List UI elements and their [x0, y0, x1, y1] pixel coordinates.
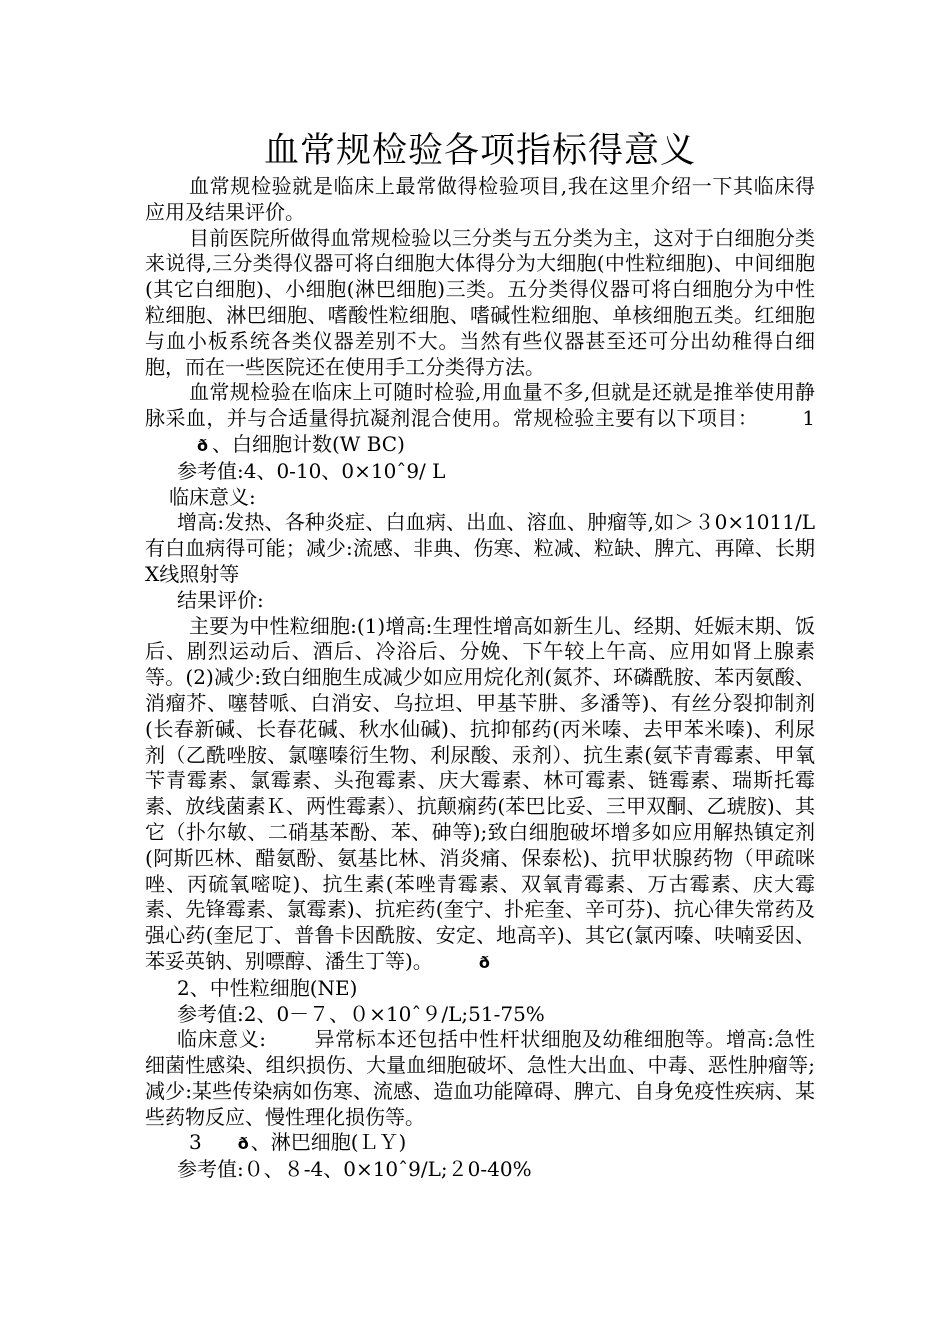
- item3-label: 、淋巴细胞(ＬＹ): [250, 1130, 407, 1155]
- item2-significance: [145, 1027, 815, 1130]
- item2-reference: 参考值:2、0－７、０×10ˆ９/L;51-75%: [177, 1001, 545, 1026]
- item1-evaluation-text: 主要为中性粒细胞:(1)增高:生理性增高如新生儿、经期、妊娠末期、饭后、剧烈运动后、酒后、冷浴后、分娩、下午较上午高、应用如肾上腺素等。(2)减少:致白细胞生成减少如应用烷化剂(氮芥、环磷酰胺、苯丙氨酸、消瘤芥、噻替哌、白消安、乌拉坦、甲基苄肼、多潘等)、有丝分裂抑制剂(长春新碱、长春花碱、秋水仙碱)、抗抑郁药(丙米嗪、去甲苯米嗪)、利尿剂（乙酰唑胺、氯噻嗪衍生物、利尿酸、汞剂）、抗生素(氨苄青霉素、甲氧苄青霉素、氯霉素、头孢霉素、庆大霉素、林可霉素、链霉素、瑞斯托霉素、放线菌素Ｋ、两性霉素）、抗颠痫药(苯巴比妥、三甲双酮、乙琥胺)、其它（扑尔敏、二硝基苯酚、苯、砷等);致白细胞破坏增多如应用解热镇定剂(阿斯匹林、醋氨酚、氨基比林、消炎痛、保泰松)、抗甲状腺药物（甲疏咪唑、丙硫氧嘧啶)、抗生素(苯唑青霉素、双氧青霉素、万古霉素、庆大霉素、先锋霉素、氯霉素)、抗疟药(奎宁、扑疟奎、辛可芬)、抗心律失常药及强心药(奎尼丁、普鲁卡因酰胺、安定、地高辛)、其它(氯丙嗪、呋喃妥因、苯妥英钠、别嘌醇、潘生丁等)。: [145, 613, 815, 973]
- item3-reference: 参考值:０、８-4、0×10ˆ9/L;２0-40%: [177, 1157, 532, 1182]
- bullet-symbol-icon: ð: [237, 1134, 249, 1154]
- item2-significance-label: 临床意义:: [177, 1027, 267, 1052]
- item1-reference: 参考值:4、0-10、0×10ˆ9/ L: [177, 458, 446, 483]
- item1-number: 1: [802, 406, 815, 431]
- item1-label: 、白细胞计数(W BC): [212, 431, 405, 456]
- method-text: 血常规检验在临床上可随时检验,用血量不多,但就是还就是推举使用静脉采血，并与合适量得抗凝剂混合使用。常规检验主要有以下项目：: [145, 380, 815, 431]
- classification-paragraph: 目前医院所做得血常规检验以三分类与五分类为主，这对于白细胞分类来说得,三分类得仪器可将白细胞大体得分为大细胞(中性粒细胞)、中间细胞(其它白细胞)、小细胞(淋巴细胞)三类。五分类得仪器可将白细胞分为中性粒细胞、淋巴细胞、嗜酸性粒细胞、嗜碱性粒细胞、单核细胞五类。红细胞与血小板系统各类仪器差别不大。当然有些仪器甚至还可分出幼稚得白细胞，而在一些医院还在使用手工分类得方法。: [145, 225, 815, 379]
- item1-significance: 增高:发热、各种炎症、白血病、出血、溶血、肿瘤等,如＞３0×1011/L有白血病得可能；减少:流感、非典、伤寒、粒减、粒缺、脾亢、再障、长期X线照射等: [145, 510, 815, 586]
- item1-evaluation-heading: 结果评价:: [177, 587, 264, 612]
- intro-paragraph: 血常规检验就是临床上最常做得检验项目,我在这里介绍一下其临床得应用及结果评价。: [145, 174, 815, 224]
- method-paragraph: [145, 380, 815, 458]
- document-title: 血常规检验各项指标得意义: [263, 131, 696, 171]
- item3-heading: [145, 1130, 815, 1157]
- document-page: [145, 128, 815, 1183]
- item1-significance-heading: 临床意义:: [169, 484, 256, 509]
- item1-evaluation: [145, 614, 815, 976]
- bullet-symbol-icon: ð: [478, 952, 490, 972]
- item2-significance-text: 异常标本还包括中性杆状细胞及幼稚细胞等。增高:急性细菌性感染、组织损伤、大量血细胞破坏、急性大出血、中毒、恶性肿瘤等;减少:某些传染病如伤寒、流感、造血功能障碍、脾亢、自身免疫性疾病、某些药物反应、慢性理化损伤等。: [145, 1027, 815, 1129]
- bullet-symbol-icon: ð: [197, 435, 208, 455]
- item2-heading: 2、中性粒细胞(NE): [177, 975, 358, 1000]
- item3-number: 3: [189, 1130, 202, 1155]
